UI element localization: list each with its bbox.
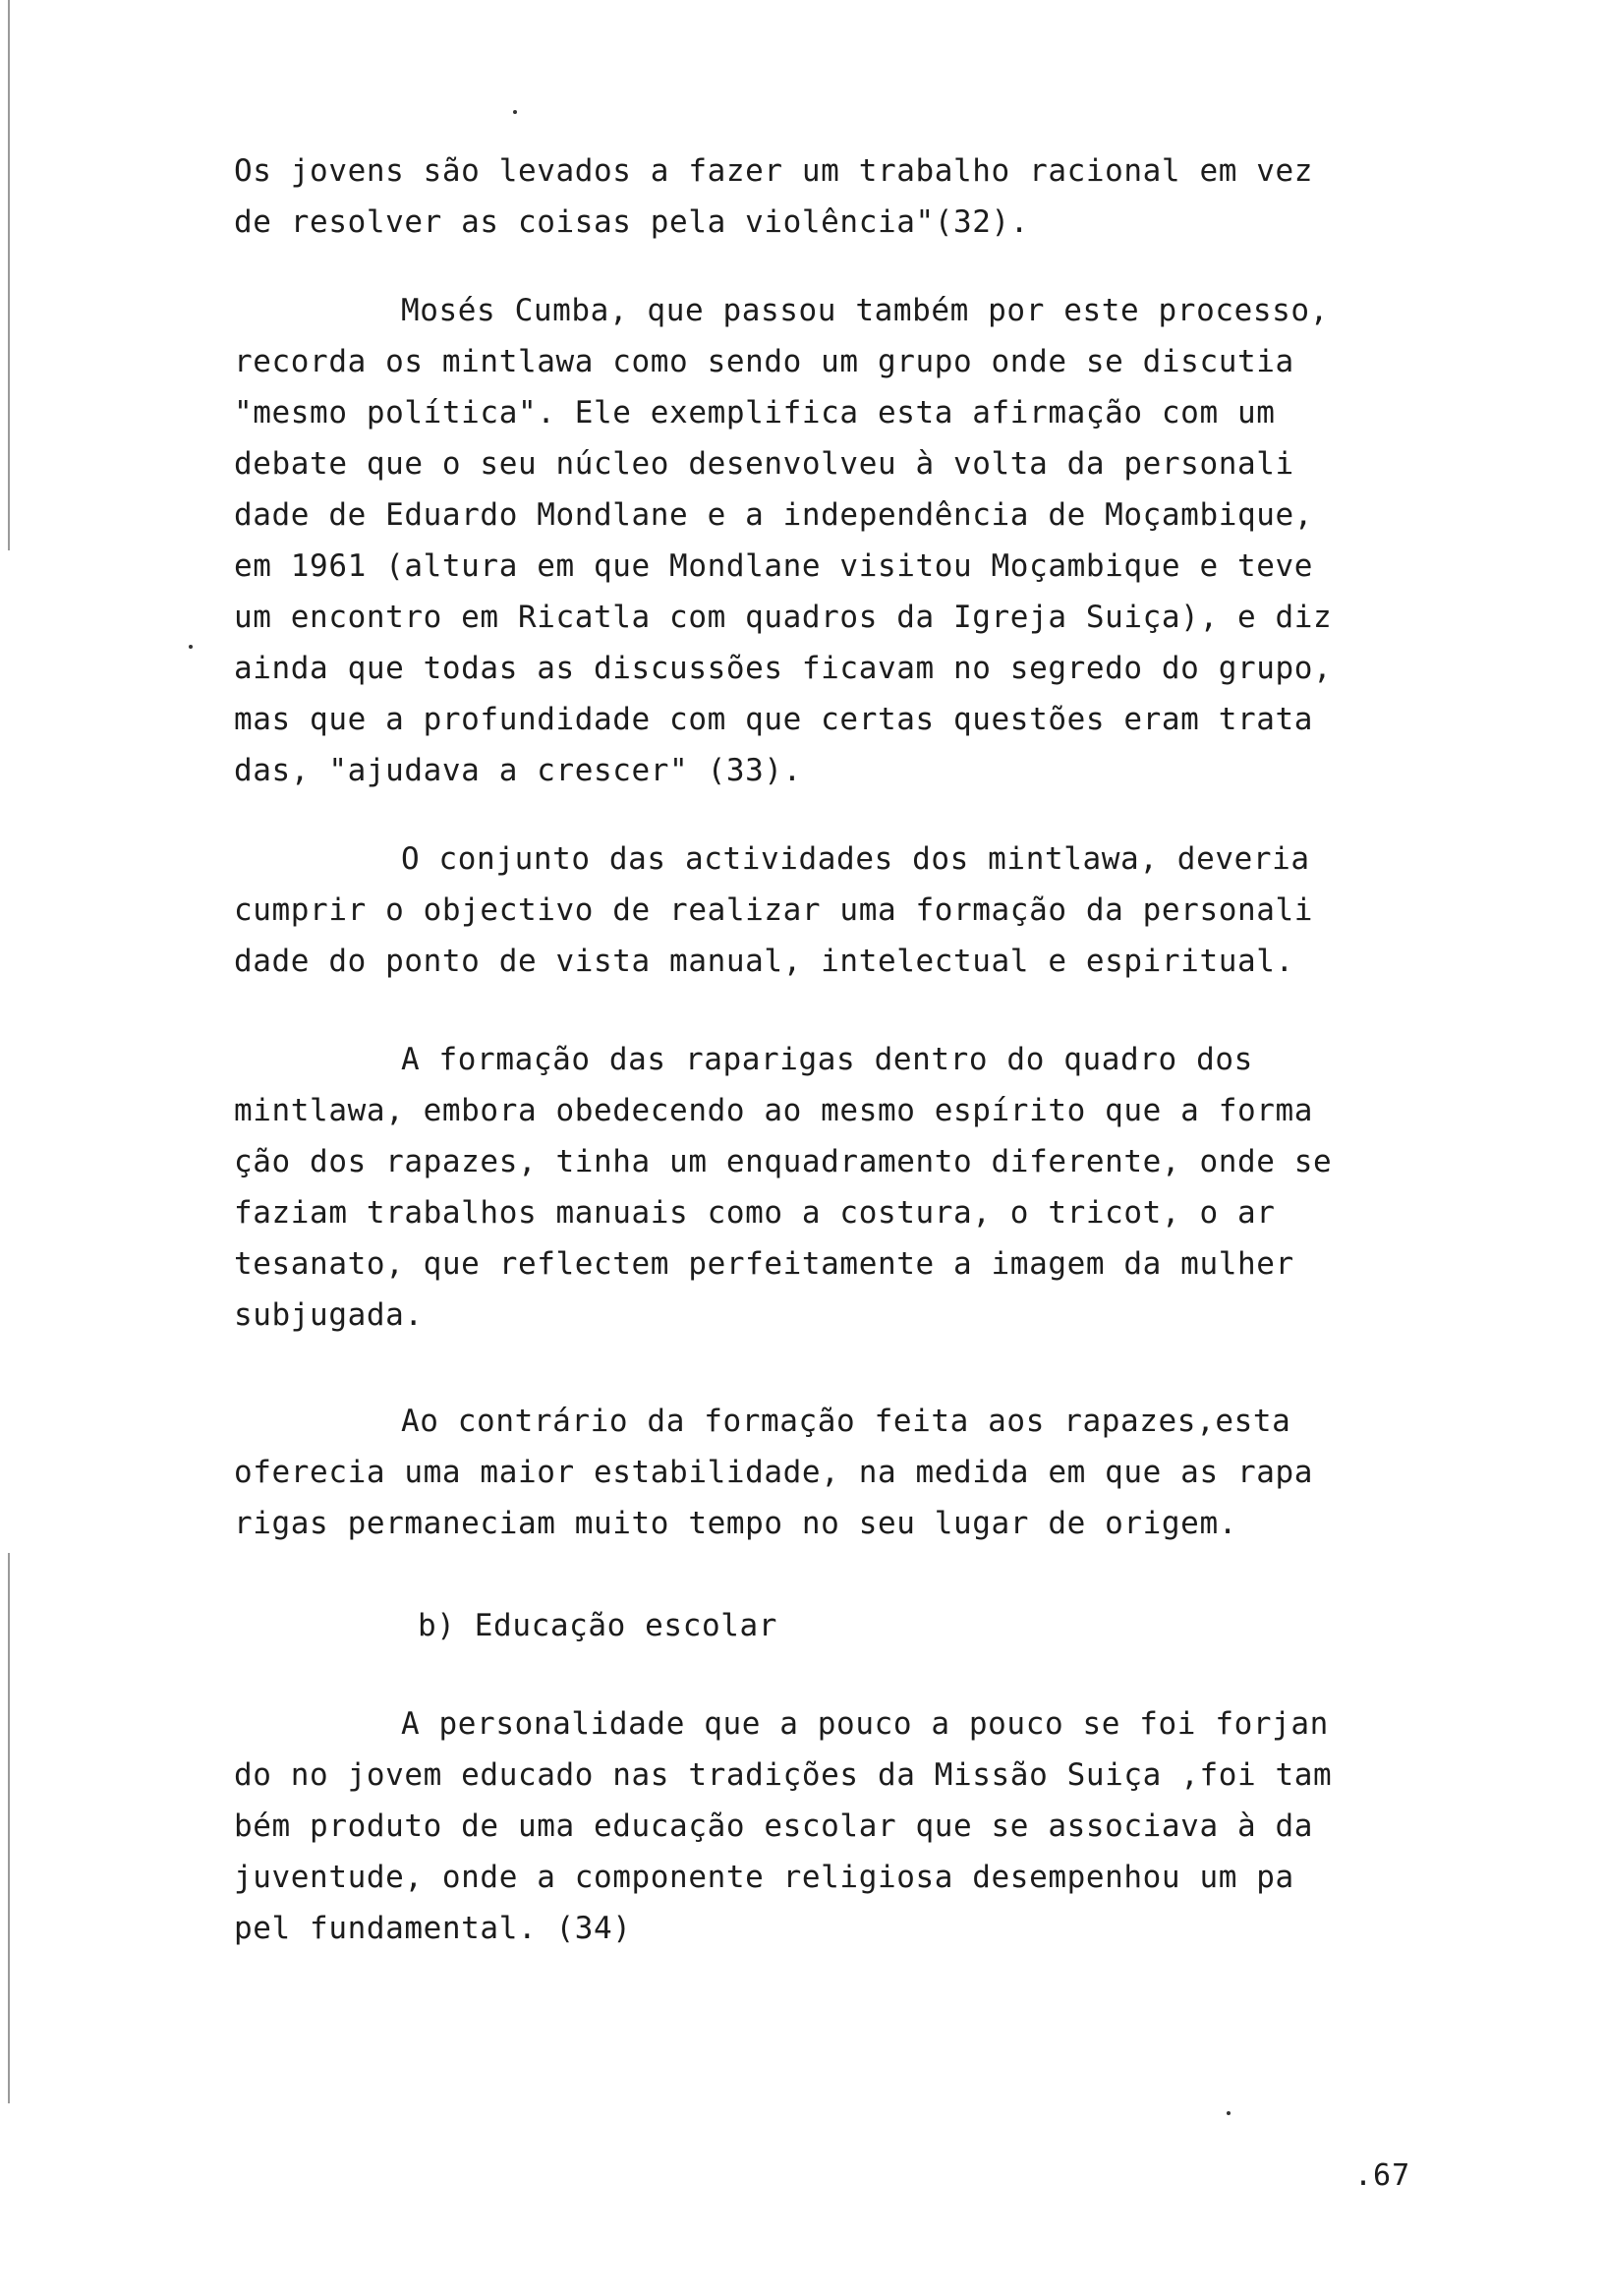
paragraph-6: [234, 1698, 1462, 1954]
section-heading: b) Educação escolar: [418, 1608, 778, 1643]
text-line: "mesmo política". Ele exemplifica esta afirmação com um: [234, 395, 1276, 430]
text-line: subjugada.: [234, 1297, 424, 1333]
text-line: Os jovens são levados a fazer um trabalho racional em vez: [234, 153, 1314, 189]
paragraph-5: [234, 1396, 1462, 1549]
text-line: Mosés Cumba, que passou também por este processo,: [401, 293, 1329, 328]
scan-edge-mark: [8, 0, 10, 550]
text-line: das, "ajudava a crescer" (33).: [234, 753, 802, 788]
scan-edge-mark: [8, 1553, 10, 2103]
page-number: .67: [1354, 2158, 1411, 2193]
scan-speck: [513, 110, 517, 114]
text-line: do no jovem educado nas tradições da Missão Suiça ,foi tam: [234, 1757, 1333, 1793]
text-line: mas que a profundidade com que certas questões eram trata: [234, 702, 1314, 737]
text-line: oferecia uma maior estabilidade, na medida em que as rapa: [234, 1455, 1314, 1490]
text-line: dade de Eduardo Mondlane e a independência de Moçambique,: [234, 497, 1314, 533]
text-line: ção dos rapazes, tinha um enquadramento diferente, onde se: [234, 1144, 1333, 1179]
text-line: bém produto de uma educação escolar que se associava à da: [234, 1808, 1314, 1844]
text-line: faziam trabalhos manuais como a costura, o tricot, o ar: [234, 1195, 1276, 1231]
scan-speck: [1227, 2111, 1231, 2115]
paragraph-4: [234, 1034, 1462, 1341]
text-line: recorda os mintlawa como sendo um grupo onde se discutia: [234, 344, 1294, 379]
text-line: de resolver as coisas pela violência"(32).: [234, 204, 1030, 240]
text-line: mintlawa, embora obedecendo ao mesmo espírito que a forma: [234, 1093, 1314, 1128]
text-line: pel fundamental. (34): [234, 1911, 632, 1946]
text-line: A formação das raparigas dentro do quadro dos: [401, 1042, 1253, 1077]
text-line: tesanato, que reflectem perfeitamente a imagem da mulher: [234, 1246, 1294, 1282]
scan-speck: [189, 645, 193, 649]
text-line: cumprir o objectivo de realizar uma formação da personali: [234, 892, 1314, 928]
text-line: Ao contrário da formação feita aos rapazes,esta: [401, 1404, 1291, 1439]
text-line: rigas permaneciam muito tempo no seu lugar de origem.: [234, 1506, 1237, 1541]
text-line: A personalidade que a pouco a pouco se foi forjan: [401, 1706, 1329, 1742]
text-line: juventude, onde a componente religiosa desempenhou um pa: [234, 1860, 1294, 1895]
text-line: um encontro em Ricatla com quadros da Igreja Suiça), e diz: [234, 600, 1333, 635]
text-line: ainda que todas as discussões ficavam no segredo do grupo,: [234, 651, 1333, 686]
text-line: dade do ponto de vista manual, intelectual e espiritual.: [234, 944, 1294, 979]
text-line: em 1961 (altura em que Mondlane visitou Moçambique e teve: [234, 548, 1314, 584]
text-line: debate que o seu núcleo desenvolveu à volta da personali: [234, 446, 1294, 482]
paragraph-2: [234, 285, 1462, 796]
paragraph-1: [234, 145, 1462, 248]
text-line: O conjunto das actividades dos mintlawa, deveria: [401, 841, 1310, 877]
paragraph-3: [234, 833, 1462, 987]
